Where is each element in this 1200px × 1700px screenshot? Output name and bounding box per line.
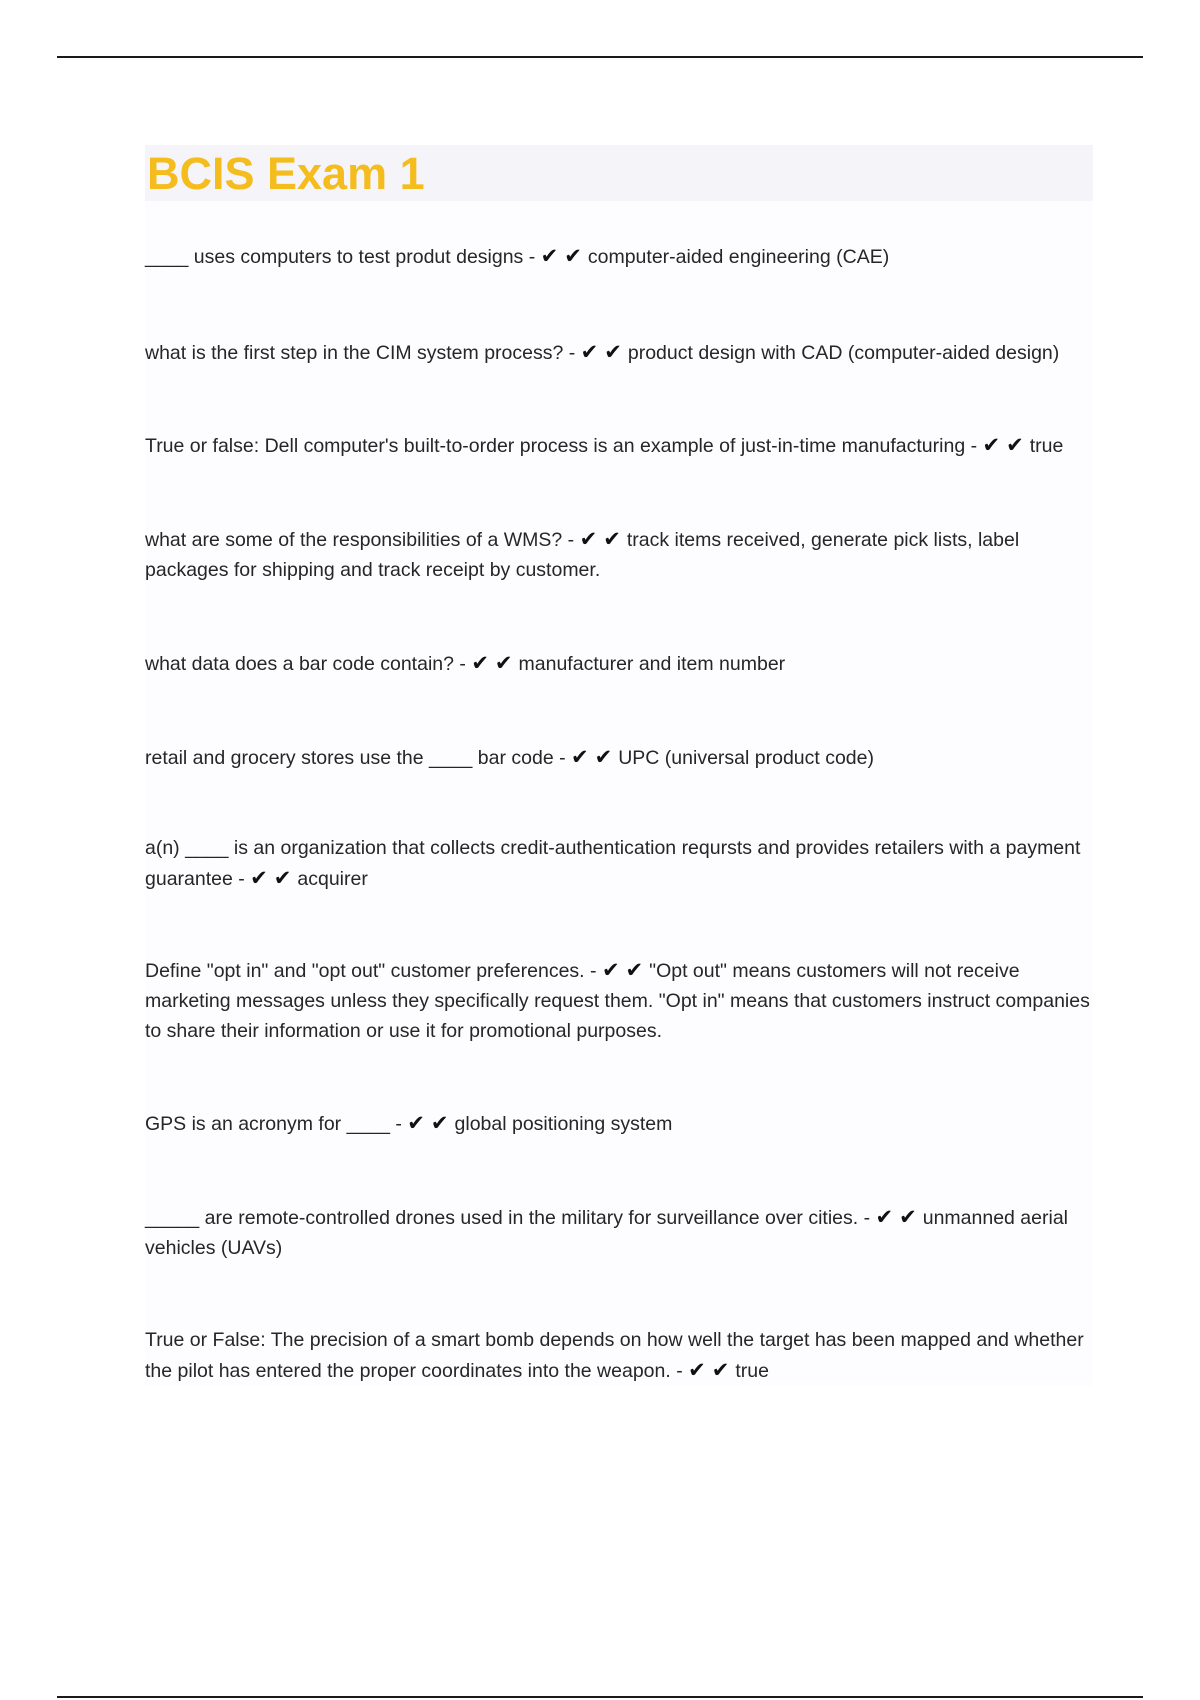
question-text: True or False: The precision of a smart bomb depends on how well the target has been mapped and whether the pilot has entered the proper coordinates into the weapon. - [145, 1329, 1084, 1382]
title-bar [145, 145, 1093, 201]
check-mark-icon: ✔ [899, 1205, 917, 1229]
check-mark-icon: ✔ [430, 1111, 449, 1135]
check-mark-icon: ✔ [1006, 433, 1024, 457]
check-mark-icon: ✔ [571, 745, 589, 769]
answer-text: unmanned aerial vehicles (UAVs) [145, 1207, 1069, 1259]
qa-item [145, 648, 1093, 679]
document-body [145, 145, 1093, 1386]
check-mark-icon: ✔ [564, 244, 582, 268]
qa-item [145, 524, 1093, 585]
question-text: retail and grocery stores use the ____ bar code - [145, 747, 566, 769]
check-mark-icon: ✔ [875, 1205, 894, 1229]
check-mark-icon: ✔ [601, 958, 620, 982]
answer-text: true [735, 1360, 769, 1382]
bottom-rule [57, 1696, 1143, 1698]
question-text: what are some of the responsibilities of a WMS? - [145, 529, 575, 551]
question-text: _____ are remote-controlled drones used in the military for surveillance over cities. - [145, 1207, 871, 1229]
check-mark-icon: ✔ [540, 244, 559, 268]
top-rule [57, 56, 1143, 58]
answer-text: acquirer [297, 868, 368, 890]
question-text: ____ uses computers to test produt designs - [145, 246, 536, 268]
qa-item [145, 1108, 1093, 1139]
qa-item [145, 1202, 1093, 1263]
answer-text: computer-aided engineering (CAE) [587, 246, 890, 268]
check-mark-icon: ✔ [711, 1358, 730, 1382]
qa-item [145, 337, 1093, 368]
check-mark-icon: ✔ [580, 340, 599, 364]
check-mark-icon: ✔ [273, 866, 292, 890]
answer-text: product design with CAD (computer-aided design) [627, 342, 1060, 364]
qa-item [145, 241, 1093, 272]
question-text: True or false: Dell computer's built-to-order process is an example of just-in-time manufacturing - [145, 435, 978, 457]
check-mark-icon: ✔ [494, 651, 513, 675]
answer-text: true [1029, 435, 1064, 457]
question-text: Define "opt in" and "opt out" customer preferences. - [145, 960, 597, 982]
answer-text: global positioning system [454, 1113, 673, 1135]
check-mark-icon: ✔ [594, 745, 613, 769]
qa-item [145, 430, 1093, 461]
qa-item [145, 833, 1093, 894]
qa-item [145, 742, 1093, 773]
qa-list [145, 241, 1093, 1386]
answer-text: UPC (universal product code) [618, 747, 874, 769]
answer-text: manufacturer and item number [518, 653, 786, 675]
check-mark-icon: ✔ [471, 651, 489, 675]
check-mark-icon: ✔ [579, 527, 598, 551]
question-text: a(n) ____ is an organization that collects credit-authentication reqursts and provides retailers with a payment guarantee - [145, 837, 1081, 890]
check-mark-icon: ✔ [250, 866, 268, 890]
qa-item [145, 955, 1093, 1046]
question-text: what is the first step in the CIM system process? - [145, 342, 576, 364]
document-title: BCIS Exam 1 [147, 147, 425, 199]
answer-text: "Opt out" means customers will not receive marketing messages unless they specifically request them. "Opt in" means that customers instruct companies to share their information or use it for promotional purposes. [145, 960, 1090, 1042]
check-mark-icon: ✔ [603, 527, 621, 551]
check-mark-icon: ✔ [407, 1111, 425, 1135]
check-mark-icon: ✔ [688, 1358, 706, 1382]
qa-item [145, 1325, 1093, 1386]
check-mark-icon: ✔ [982, 433, 1001, 457]
check-mark-icon: ✔ [604, 340, 622, 364]
question-text: what data does a bar code contain? - [145, 653, 466, 675]
check-mark-icon: ✔ [625, 958, 644, 982]
answer-text: track items received, generate pick lists, label packages for shipping and track receipt by customer. [145, 529, 1020, 581]
question-text: GPS is an acronym for ____ - [145, 1113, 402, 1135]
